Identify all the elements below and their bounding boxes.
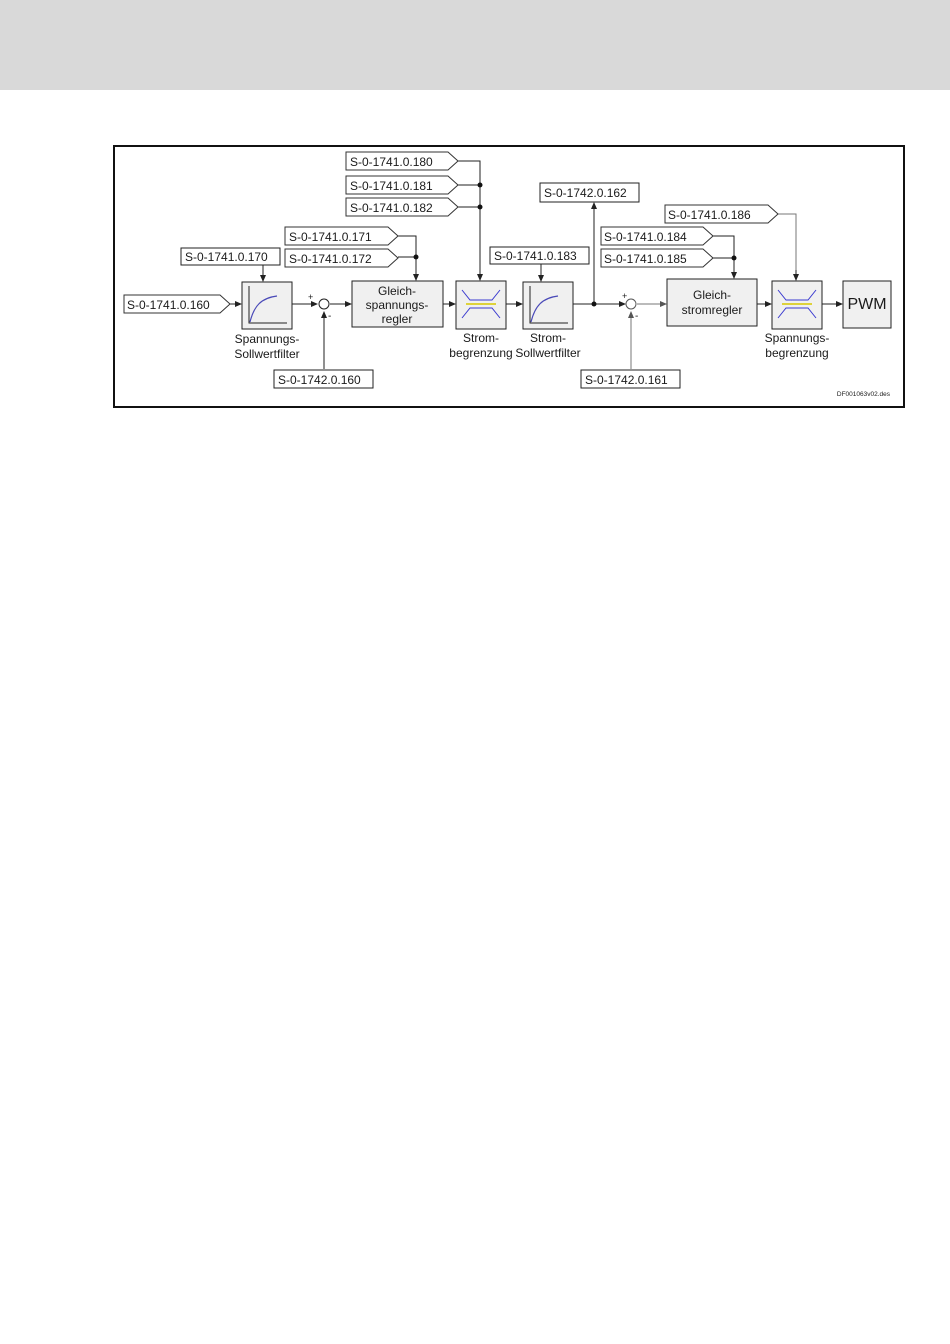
svg-text:S-0-1742.0.161: S-0-1742.0.161 bbox=[585, 373, 668, 387]
svg-text:begrenzung: begrenzung bbox=[765, 346, 829, 360]
svg-text:Sollwertfilter: Sollwertfilter bbox=[234, 347, 300, 361]
svg-text:Spannungs-: Spannungs- bbox=[764, 331, 830, 345]
svg-text:S-0-1741.0.171: S-0-1741.0.171 bbox=[289, 230, 372, 244]
svg-text:S-0-1741.0.181: S-0-1741.0.181 bbox=[350, 179, 433, 193]
strom-sollwertfilter-block bbox=[523, 282, 573, 329]
param-tag-182 bbox=[346, 198, 458, 216]
svg-text:Gleich-: Gleich- bbox=[692, 288, 732, 302]
param-box-162 bbox=[540, 183, 639, 202]
strombegrenzung-block bbox=[456, 281, 506, 329]
summing-junction-current bbox=[622, 291, 638, 322]
spannungsbegrenzung-caption bbox=[765, 331, 830, 360]
spannungsbegrenzung-block bbox=[772, 281, 822, 329]
param-tag-172 bbox=[285, 249, 398, 267]
summing-junction-voltage bbox=[308, 292, 331, 322]
document-id: DF001063v02.des bbox=[836, 391, 890, 398]
svg-text:begrenzung: begrenzung bbox=[449, 346, 513, 360]
svg-text:S-0-1742.0.160: S-0-1742.0.160 bbox=[278, 373, 361, 387]
param-tag-186 bbox=[665, 205, 778, 223]
param-tag-160 bbox=[124, 295, 230, 313]
spannungs-sollwertfilter-caption bbox=[234, 332, 299, 361]
svg-text:Gleich-: Gleich- bbox=[377, 284, 417, 298]
svg-text:spannungs-: spannungs- bbox=[365, 298, 429, 312]
param-tag-181 bbox=[346, 176, 458, 194]
param-box-1742-161 bbox=[581, 370, 680, 388]
param-tag-185 bbox=[601, 249, 713, 267]
gleich-spannungsregler-block bbox=[352, 281, 443, 327]
diagram-frame bbox=[114, 146, 904, 407]
svg-text:S-0-1741.0.184: S-0-1741.0.184 bbox=[604, 230, 687, 244]
param-box-183 bbox=[490, 247, 589, 264]
svg-text:+: + bbox=[622, 291, 628, 301]
svg-text:Strom-: Strom- bbox=[530, 331, 566, 345]
svg-text:regler: regler bbox=[381, 312, 413, 326]
svg-text:S-0-1741.0.160: S-0-1741.0.160 bbox=[127, 298, 210, 312]
svg-text:S-0-1741.0.170: S-0-1741.0.170 bbox=[185, 250, 268, 264]
svg-text:S-0-1741.0.182: S-0-1741.0.182 bbox=[350, 201, 433, 215]
strom-sollwertfilter-caption bbox=[515, 331, 580, 360]
svg-text:Sollwertfilter: Sollwertfilter bbox=[515, 346, 581, 360]
svg-text:S-0-1741.0.183: S-0-1741.0.183 bbox=[494, 249, 577, 263]
gleich-stromregler-block bbox=[667, 279, 757, 326]
pwm-block bbox=[843, 281, 891, 328]
svg-text:S-0-1742.0.162: S-0-1742.0.162 bbox=[544, 186, 627, 200]
param-box-1742-160 bbox=[274, 370, 373, 388]
spannungs-sollwertfilter-block bbox=[242, 282, 292, 329]
svg-text:S-0-1741.0.185: S-0-1741.0.185 bbox=[604, 252, 687, 266]
svg-text:Strom-: Strom- bbox=[463, 331, 499, 345]
svg-text:S-0-1741.0.172: S-0-1741.0.172 bbox=[289, 252, 372, 266]
svg-text:-: - bbox=[635, 311, 639, 322]
param-tag-184 bbox=[601, 227, 713, 245]
svg-text:Spannungs-: Spannungs- bbox=[234, 332, 300, 346]
param-box-170 bbox=[181, 248, 280, 265]
param-tag-180 bbox=[346, 152, 458, 170]
svg-text:S-0-1741.0.186: S-0-1741.0.186 bbox=[668, 208, 751, 222]
svg-text:PWM: PWM bbox=[847, 296, 887, 313]
svg-text:stromregler: stromregler bbox=[681, 303, 743, 317]
svg-text:+: + bbox=[308, 292, 314, 302]
svg-text:-: - bbox=[328, 311, 332, 322]
param-tag-171 bbox=[285, 227, 398, 245]
strombegrenzung-caption bbox=[449, 331, 512, 360]
svg-text:S-0-1741.0.180: S-0-1741.0.180 bbox=[350, 155, 433, 169]
